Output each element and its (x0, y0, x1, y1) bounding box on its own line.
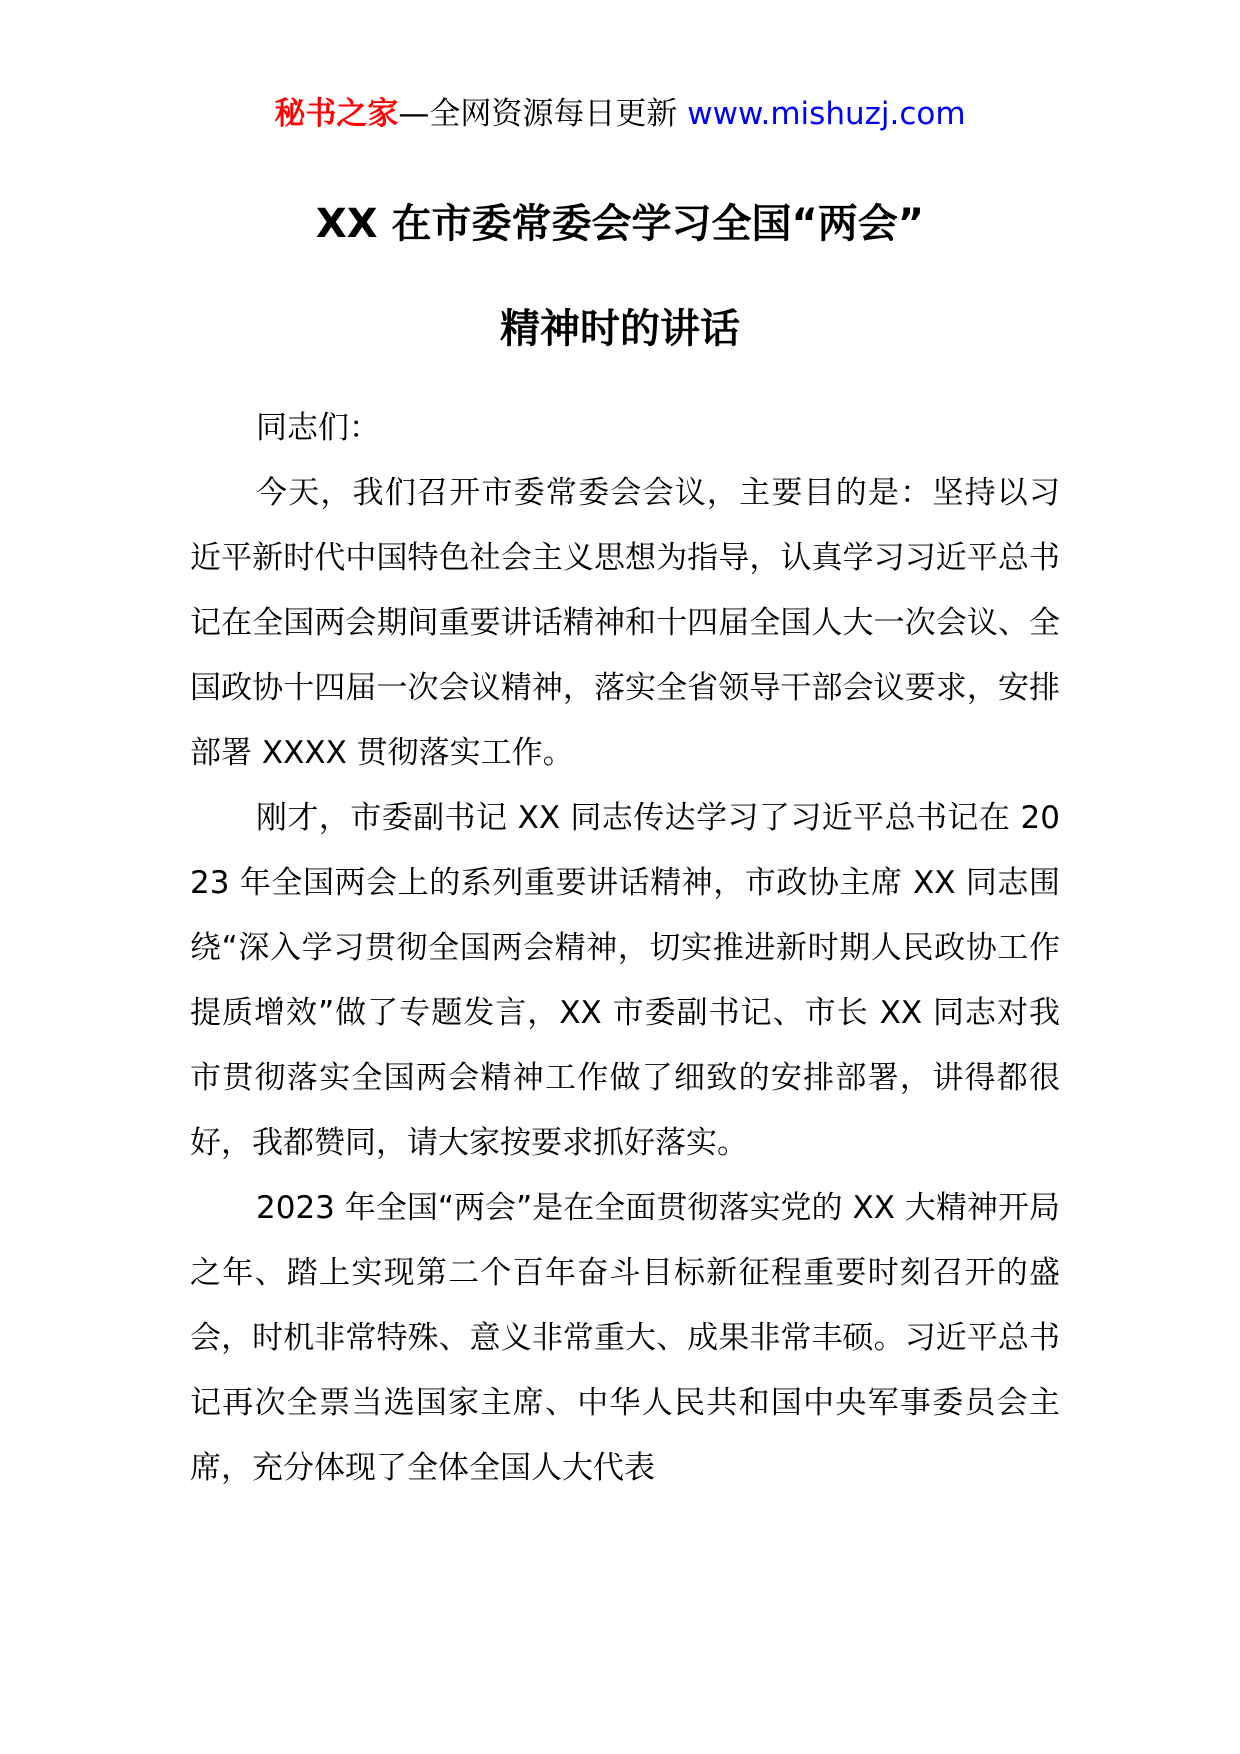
paragraph: 今天，我们召开市委常委会会议，主要目的是：坚持以习近平新时代中国特色社会主义思想为指导，认真学习习近平总书记在全国两会期间重要讲话精神和十四届全国人大一次会议、全国政协十四届一次会议精神，落实全省领导干部会议要求，安排部署 XXXX 贯彻落实工作。 (190, 475, 1060, 771)
document-body (190, 396, 1060, 1501)
document-title-line-2: 精神时的讲话 (500, 306, 740, 352)
paragraph: 2023 年全国“两会”是在全面贯彻落实党的 XX 大精神开局之年、踏上实现第二个百年奋斗目标新征程重要时刻召开的盛会，时机非常特殊、意义非常重大、成果非常丰硕。习近平总书记再次全票当选国家主席、中华人民共和国中央军事委员会主席，充分体现了全体全国人大代表 (190, 1190, 1060, 1486)
document-title-line-1: XX 在市委常委会学习全国“两会” (315, 201, 925, 247)
site-url-link[interactable]: www.mishuzj.com (687, 96, 966, 132)
salutation: 同志们： (256, 410, 380, 446)
site-tagline: —全网资源每日更新 (398, 96, 678, 132)
site-header (0, 94, 1240, 134)
site-brand: 秘书之家 (274, 96, 399, 132)
paragraph: 刚才，市委副书记 XX 同志传达学习了习近平总书记在 2023 年全国两会上的系列重要讲话精神，市政协主席 XX 同志围绕“深入学习贯彻全国两会精神，切实推进新时期人民政协工作提质增效”做了专题发言，XX 市委副书记、市长 XX 同志对我市贯彻落实全国两会精神工作做了细致的安排部署，讲得都很好，我都赞同，请大家按要求抓好落实。 (190, 800, 1060, 1161)
